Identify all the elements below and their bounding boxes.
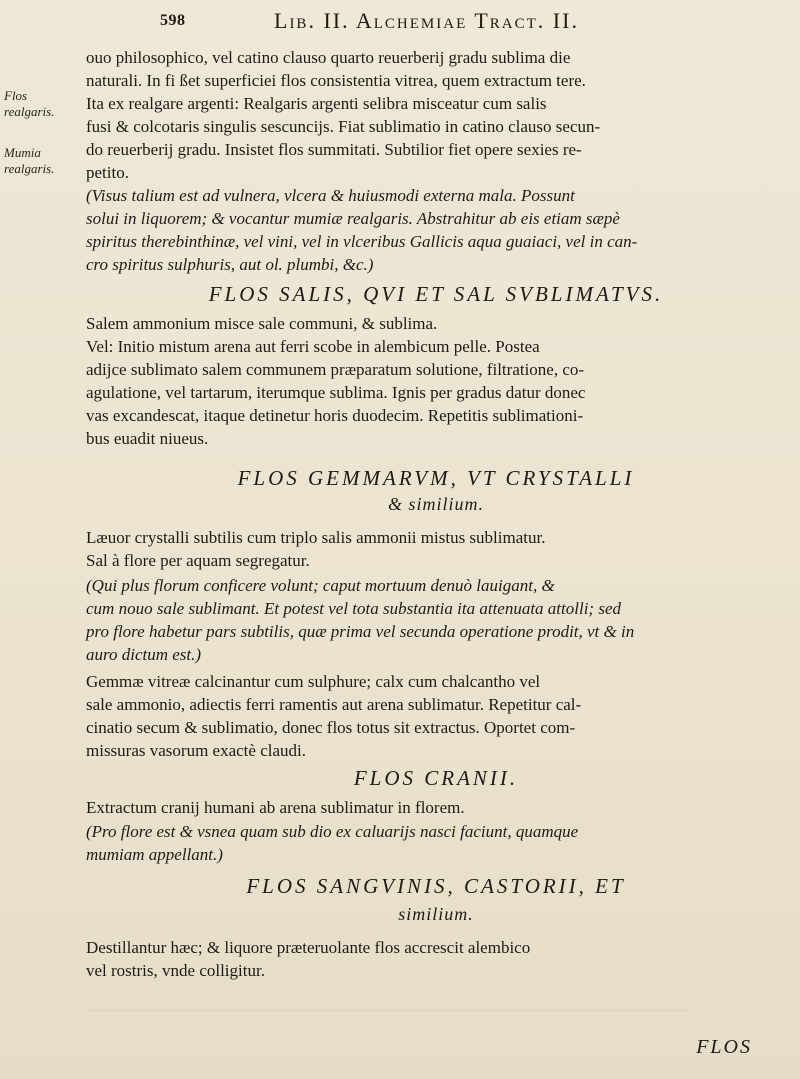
text-line: Salem ammonium misce sale communi, & sublima. [86, 314, 438, 333]
text-line: bus euadit niueus. [86, 429, 209, 448]
section-heading-salis: FLOS SALIS, QVI ET SAL SVBLIMATVS. [208, 282, 664, 306]
paragraph-salis [86, 312, 786, 450]
text-line: solui in liquorem; & vocantur mumiæ realgaris. Abstrahitur ab eis etiam sæpè [86, 209, 620, 228]
page-number: 598 [160, 12, 186, 29]
text-line: Vel: Initio mistum arena aut ferri scobe in alembicum pelle. Postea [86, 337, 540, 356]
section-subheading-sanguinis: similium. [398, 904, 474, 924]
text-line: (Visus talium est ad vulnera, vlcera & huiusmodi externa mala. Possunt [86, 186, 575, 205]
paragraph-cranii-note [86, 820, 786, 866]
text-line: cro spiritus sulphuris, aut ol. plumbi, &c.) [86, 255, 374, 274]
margin-note-flos: Flos realgaris. [4, 88, 55, 119]
paragraph-realgar [86, 46, 786, 184]
text-line: cinatio secum & sublimatio, donec flos totus sit extractus. Oportet com- [86, 718, 576, 737]
text-line: Gemmæ vitreæ calcinantur cum sulphure; calx cum chalcantho vel [86, 672, 541, 691]
section-subheading-gemmarum: & similium. [387, 494, 484, 514]
text-line: naturali. In fi ßet superficiei flos consistentia vitrea, quem extractum tere. [86, 71, 586, 90]
paragraph-realgar-note [86, 184, 786, 276]
text-line: Extractum cranij humani ab arena sublimatur in florem. [86, 798, 465, 817]
margin-note-mumia: Mumia realgaris. [4, 145, 55, 176]
running-title: Lib. II. Alchemiae Tract. II. [274, 8, 579, 33]
section-heading-gemmarum: FLOS GEMMARVM, VT CRYSTALLI [237, 466, 635, 490]
paragraph-gemmarum [86, 526, 786, 572]
text-line: mumiam appellant.) [86, 845, 223, 864]
text-line: Læuor crystalli subtilis cum triplo salis ammonii mistus sublimatur. [86, 528, 546, 547]
section-heading-cranii: FLOS CRANII. [353, 766, 519, 790]
text-line: spiritus therebinthinæ, vel vini, vel in vlceribus Gallicis aqua guaiaci, vel in can- [86, 232, 638, 251]
text-line: agulatione, vel tartarum, iterumque sublima. Ignis per gradus datur donec [86, 383, 586, 402]
bleed-through-smudge [90, 1010, 690, 1029]
text-line: adijce sublimato salem communem præparatum solutione, filtratione, co- [86, 360, 585, 379]
text-line: (Qui plus florum conficere volunt; caput mortuum denuò lauigant, & [86, 576, 555, 595]
text-line: vel rostris, vnde colligitur. [86, 961, 265, 980]
paragraph-sanguinis [86, 936, 786, 982]
text-line: auro dictum est.) [86, 645, 202, 664]
section-heading-sanguinis: FLOS SANGVINIS, CASTORII, ET [246, 874, 626, 898]
text-line: cum nouo sale sublimant. Et potest vel tota substantia ita attenuata attolli; sed [86, 599, 621, 618]
text-line: do reuerberij gradu. Insistet flos summitati. Subtilior fiet opere sexies re- [86, 140, 582, 159]
paragraph-cranii [86, 796, 786, 819]
text-line: Ita ex realgare argenti: Realgaris argenti selibra misceatur cum salis [86, 94, 547, 113]
text-line: Destillantur hæc; & liquore præteruolante flos accrescit alembico [86, 938, 531, 957]
text-line: missuras vasorum exactè claudi. [86, 741, 306, 760]
text-line: fusi & colcotaris singulis sescuncijs. Fiat sublimatio in catino clauso secun- [86, 117, 601, 136]
text-line: sale ammonio, adiectis ferri ramentis aut arena sublimatur. Repetitur cal- [86, 695, 582, 714]
text-line: (Pro flore est & vsnea quam sub dio ex caluarijs nasci faciunt, quamque [86, 822, 579, 841]
text-line: pro flore habetur pars subtilis, quæ prima vel secunda operatione prodit, vt & in [86, 622, 635, 641]
catchword: FLOS [696, 1036, 752, 1058]
page-header [160, 8, 780, 36]
text-line: Sal à flore per aquam segregatur. [86, 551, 310, 570]
paragraph-gemmae-vitreae [86, 670, 786, 762]
text-line: ouo philosophico, vel catino clauso quarto reuerberij gradu sublima die [86, 48, 571, 67]
text-line: petito. [86, 163, 129, 182]
paragraph-gemmarum-note [86, 574, 786, 666]
text-line: vas excandescat, itaque detinetur horis duodecim. Repetitis sublimationi- [86, 406, 584, 425]
